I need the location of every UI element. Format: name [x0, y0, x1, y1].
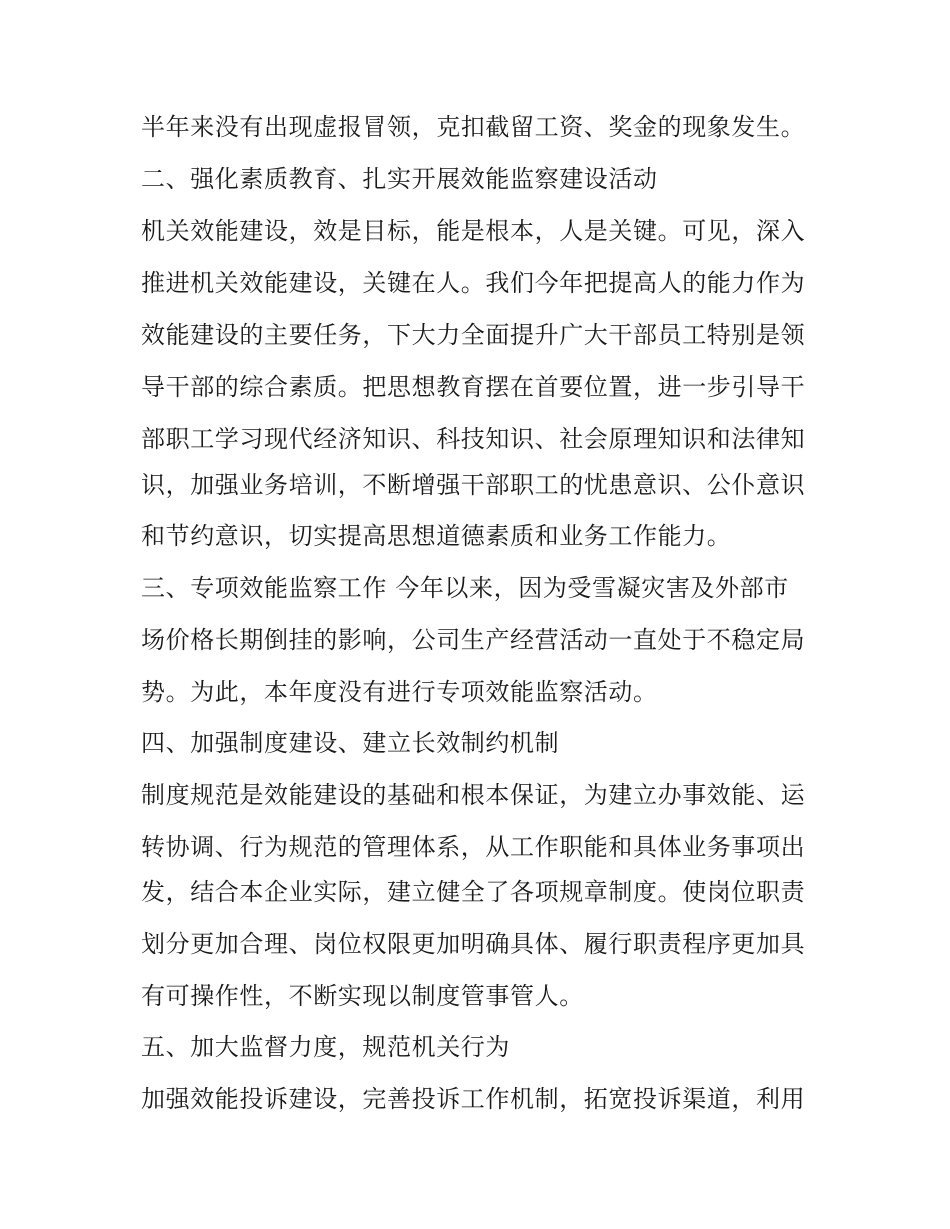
text-line: 制度规范是效能建设的基础和根本保证，为建立办事效能、运 [141, 781, 806, 809]
text-line: 导干部的综合素质。把思想教育摆在首要位置，进一步引导干 [141, 373, 806, 401]
section-heading: 二、强化素质教育、扎实开展效能监察建设活动 [141, 165, 658, 193]
text-line: 机关效能建设，效是目标，能是根本，人是关键。可见，深入 [141, 217, 806, 245]
section-heading: 四、加强制度建设、建立长效制约机制 [141, 729, 560, 757]
text-line: 半年来没有出现虚报冒领，克扣截留工资、奖金的现象发生。 [141, 113, 806, 141]
section-heading: 五、加大监督力度，规范机关行为 [141, 1033, 510, 1061]
section-heading: 三、专项效能监察工作 今年以来，因为受雪凝灾害及外部市 [141, 574, 789, 602]
text-line: 推进机关效能建设，关键在人。我们今年把提高人的能力作为 [141, 269, 806, 297]
text-line: 转协调、行为规范的管理体系，从工作职能和具体业务事项出 [141, 833, 806, 861]
text-line: 效能建设的主要任务，下大力全面提升广大干部员工特别是领 [141, 321, 806, 349]
text-line: 有可操作性，不断实现以制度管事管人。 [141, 982, 584, 1010]
text-line: 场价格长期倒挂的影响，公司生产经营活动一直处于不稳定局 [141, 626, 806, 654]
text-line: 加强效能投诉建设，完善投诉工作机制，拓宽投诉渠道，利用 [141, 1085, 806, 1113]
text-line: 势。为此，本年度没有进行专项效能监察活动。 [141, 678, 658, 706]
text-line: 发，结合本企业实际，建立健全了各项规章制度。使岗位职责 [141, 878, 806, 906]
text-line: 识，加强业务培训，不断增强干部职工的忧患意识、公仆意识 [141, 471, 806, 499]
text-line: 和节约意识，切实提高思想道德素质和业务工作能力。 [141, 522, 732, 550]
text-line: 划分更加合理、岗位权限更加明确具体、履行职责程序更加具 [141, 930, 806, 958]
text-line: 部职工学习现代经济知识、科技知识、社会原理知识和法律知 [141, 425, 806, 453]
